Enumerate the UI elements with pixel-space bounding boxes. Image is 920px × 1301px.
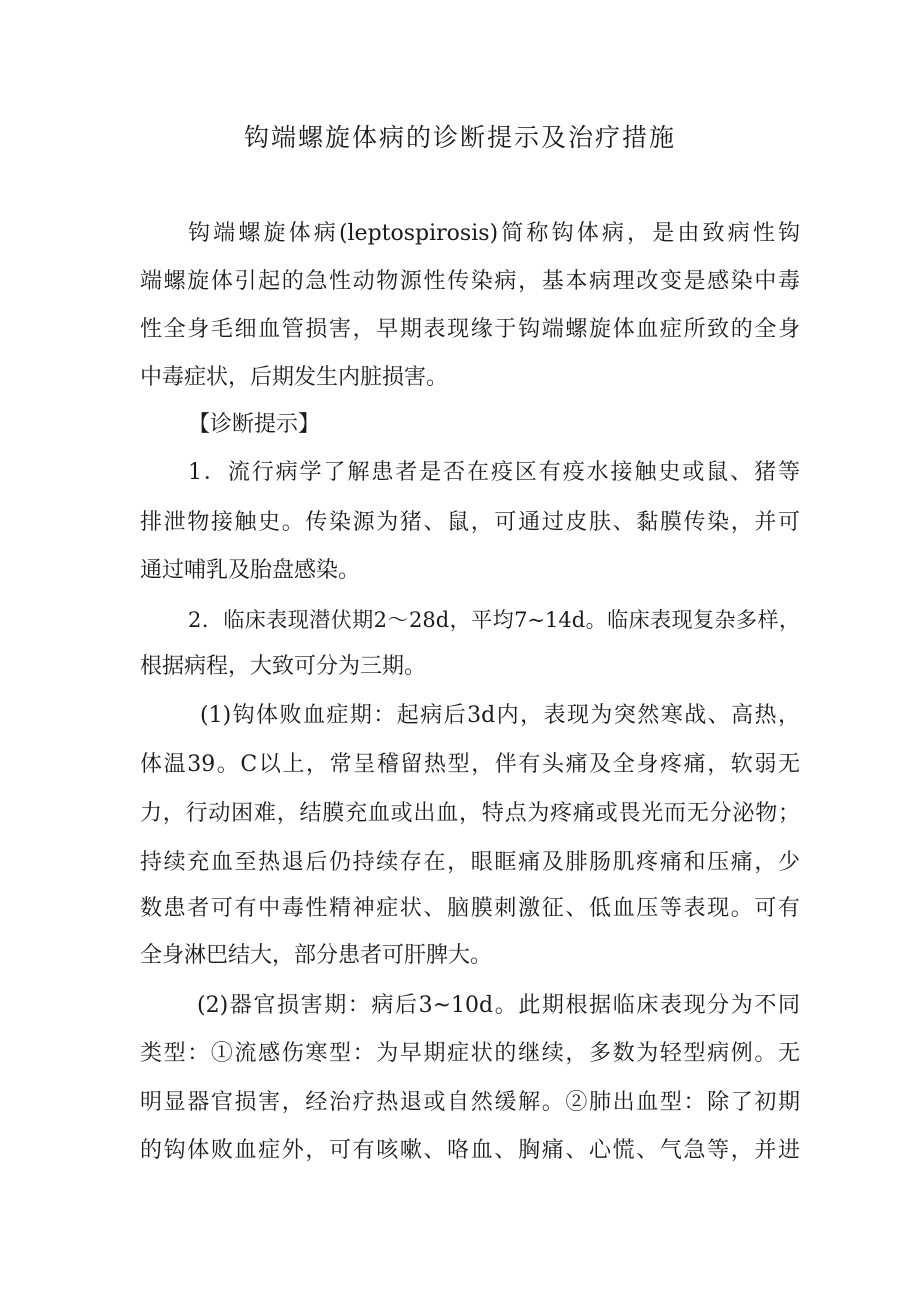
paragraph-line: 通过哺乳及胎盘感染。 — [140, 558, 361, 583]
paragraph-line: 类型：①流感伤寒型：为早期症状的继续，多数为轻型病例。无 — [140, 1041, 800, 1066]
paragraph-line: 钩端螺旋体病(leptospirosis)简称钩体病，是由致病性钩 — [188, 221, 800, 246]
paragraph-line: 性全身毛细血管损害，早期表现缘于钩端螺旋体血症所致的全身 — [140, 317, 800, 342]
document-title: 钩端螺旋体病的诊断提示及治疗措施 — [243, 123, 676, 152]
paragraph-line: 的钩体败血症外，可有咳嗽、咯血、胸痛、心慌、气急等，并进 — [140, 1138, 800, 1163]
paragraph-line: 持续充血至热退后仍持续存在，眼眶痛及腓肠肌疼痛和压痛，少 — [140, 850, 800, 875]
paragraph-line: 体温39。C以上，常呈稽留热型，伴有头痛及全身疼痛，软弱无 — [140, 752, 800, 777]
paragraph-line: 明显器官损害，经治疗热退或自然缓解。②肺出血型：除了初期 — [140, 1090, 800, 1115]
paragraph-line: 1．流行病学了解患者是否在疫区有疫水接触史或鼠、猪等 — [188, 460, 800, 485]
paragraph-line: 数患者可有中毒性精神症状、脑膜刺激征、低血压等表现。可有 — [140, 896, 800, 921]
paragraph-line: 2．临床表现潜伏期2～28d，平均7~14d。临床表现复杂多样， — [188, 608, 800, 632]
paragraph-line: 排泄物接触史。传染源为猪、鼠，可通过皮肤、黏膜传染，并可 — [140, 510, 800, 535]
paragraph-line: 根据病程，大致可分为三期。 — [140, 654, 427, 679]
paragraph-line: 力，行动困难，结膜充血或出血，特点为疼痛或畏光而无分泌物； — [140, 801, 800, 826]
paragraph-line: 中毒症状，后期发生内脏损害。 — [140, 365, 449, 390]
section-heading: 【诊断提示】 — [188, 412, 321, 437]
paragraph-line: (2)器官损害期：病后3~10d。此期根据临床表现分为不同 — [197, 993, 800, 1018]
paragraph-line: (1)钩体败血症期：起病后3d内，表现为突然寒战、高热， — [200, 703, 800, 728]
paragraph-line: 全身淋巴结大，部分患者可肝脾大。 — [140, 943, 493, 968]
paragraph-line: 端螺旋体引起的急性动物源性传染病，基本病理改变是感染中毒 — [140, 269, 800, 294]
